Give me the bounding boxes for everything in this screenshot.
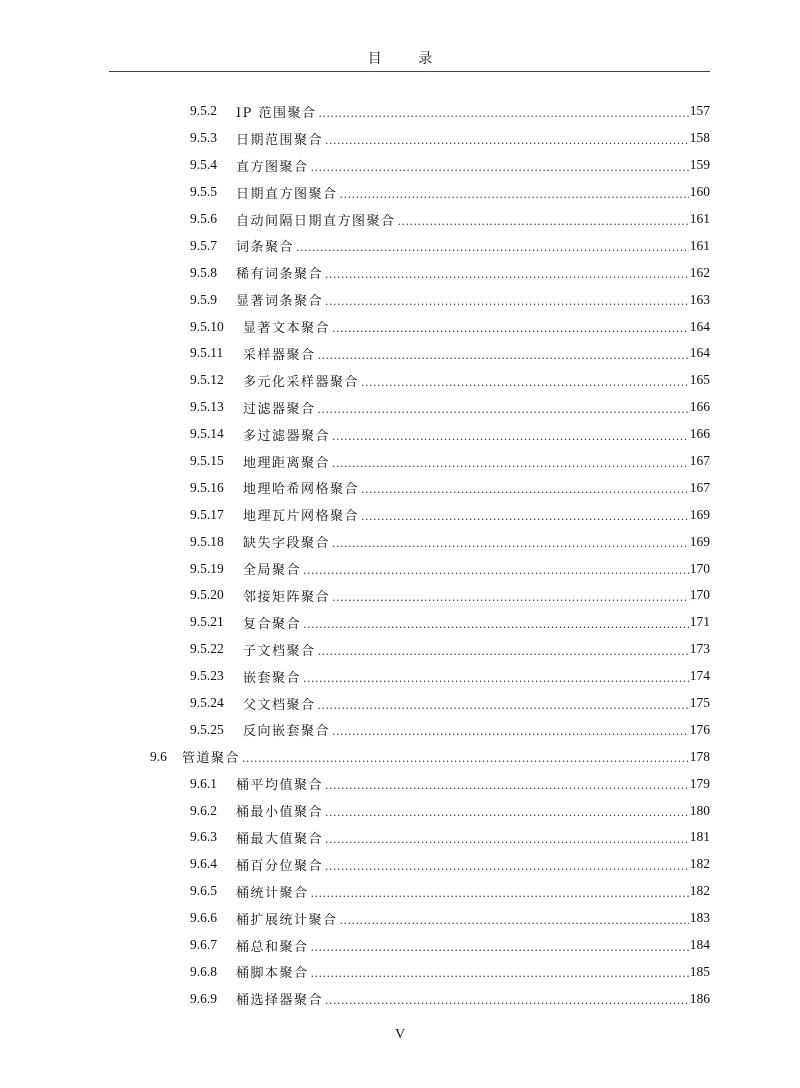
toc-entry-page: 166 — [689, 426, 710, 442]
toc-entry-page: 169 — [689, 533, 710, 549]
toc-entry-number: 9.5.14 — [190, 426, 224, 442]
toc-entry[interactable] — [0, 690, 800, 717]
toc-entry-number: 9.5.8 — [190, 264, 217, 280]
page-header-title: 目 录 — [367, 51, 449, 67]
toc-entry-page: 171 — [689, 614, 710, 630]
toc-entry[interactable] — [0, 824, 800, 851]
toc-dot-leader — [332, 430, 689, 443]
toc-entry-number: 9.5.12 — [190, 372, 224, 388]
toc-entry-number: 9.5.10 — [190, 318, 224, 334]
toc-dot-leader — [340, 914, 689, 927]
toc-entry-number: 9.6.4 — [190, 856, 217, 872]
toc-dot-leader — [332, 725, 689, 738]
toc-entry-title: 地理距离聚合 — [243, 455, 331, 471]
toc-entry-title: 全局聚合 — [243, 563, 302, 579]
toc-entry-title: 反向嵌套聚合 — [243, 724, 331, 740]
toc-entry-page: 182 — [689, 856, 710, 872]
toc-entry-page: 161 — [689, 237, 710, 253]
toc-dot-leader — [398, 215, 689, 228]
toc-entry-number: 9.5.19 — [190, 560, 224, 576]
toc-entry[interactable] — [0, 985, 800, 1012]
toc-entry[interactable] — [0, 152, 800, 179]
toc-entry-number: 9.5.5 — [190, 184, 217, 200]
toc-entry-page: 173 — [689, 641, 710, 657]
toc-entry-title: 多元化采样器聚合 — [243, 374, 360, 390]
toc-entry-title: 采样器聚合 — [243, 347, 316, 363]
toc-entry-title: 自动间隔日期直方图聚合 — [236, 213, 396, 229]
toc-entry-title: 桶百分位聚合 — [236, 858, 324, 874]
toc-entry[interactable] — [0, 501, 800, 528]
toc-entry-page: 169 — [689, 506, 710, 522]
toc-entry-page: 186 — [689, 990, 710, 1006]
toc-entry-number: 9.5.15 — [190, 453, 224, 469]
toc-dot-leader — [303, 672, 689, 685]
toc-dot-leader — [361, 510, 689, 523]
toc-entry-page: 184 — [689, 937, 710, 953]
toc-entry-title: 日期直方图聚合 — [236, 186, 338, 202]
toc-entry[interactable] — [0, 932, 800, 959]
toc-entry[interactable] — [0, 98, 800, 125]
toc-entry-title: 桶选择器聚合 — [236, 993, 324, 1009]
toc-dot-leader — [325, 994, 689, 1007]
toc-entry-page: 157 — [689, 103, 710, 119]
toc-entry[interactable] — [0, 555, 800, 582]
toc-entry[interactable] — [0, 582, 800, 609]
toc-entry-number: 9.6.8 — [190, 963, 217, 979]
toc-entry[interactable] — [0, 286, 800, 313]
toc-dot-leader — [318, 349, 689, 362]
toc-entry-page: 180 — [689, 802, 710, 818]
toc-entry[interactable] — [0, 851, 800, 878]
toc-entry-title: 父文档聚合 — [243, 697, 316, 713]
toc-entry-title: 缺失字段聚合 — [243, 536, 331, 552]
toc-dot-leader — [311, 967, 689, 980]
toc-entry[interactable] — [0, 905, 800, 932]
toc-entry-title: 子文档聚合 — [243, 643, 316, 659]
toc-entry-number: 9.5.9 — [190, 291, 217, 307]
toc-dot-leader — [318, 699, 689, 712]
toc-entry-title: 管道聚合 — [182, 751, 241, 767]
toc-dot-leader — [311, 887, 689, 900]
toc-entry[interactable] — [0, 421, 800, 448]
toc-entry-number: 9.6.7 — [190, 937, 217, 953]
toc-entry-page: 175 — [689, 695, 710, 711]
toc-dot-leader — [311, 941, 689, 954]
toc-entry-page: 176 — [689, 721, 710, 737]
toc-entry-page: 185 — [689, 963, 710, 979]
toc-dot-leader — [319, 107, 689, 120]
toc-entry-number: 9.6 — [150, 748, 167, 764]
toc-entry[interactable] — [0, 206, 800, 233]
toc-entry[interactable] — [0, 878, 800, 905]
toc-entry-title: 桶脚本聚合 — [236, 966, 309, 982]
toc-entry-number: 9.5.4 — [190, 157, 217, 173]
toc-entry[interactable] — [0, 232, 800, 259]
toc-entry[interactable] — [0, 259, 800, 286]
toc-entry-page: 182 — [689, 883, 710, 899]
toc-entry-title: 显著文本聚合 — [243, 321, 331, 337]
toc-entry-title: 桶最小值聚合 — [236, 805, 324, 821]
toc-entry-number: 9.5.18 — [190, 533, 224, 549]
toc-entry-page: 181 — [689, 829, 710, 845]
header-rule — [109, 71, 710, 72]
toc-entry[interactable] — [0, 609, 800, 636]
toc-entry-title: 多过滤器聚合 — [243, 428, 331, 444]
toc-entry[interactable] — [0, 959, 800, 986]
toc-entry-page: 178 — [689, 748, 710, 764]
toc-entry[interactable] — [0, 528, 800, 555]
toc-entry[interactable] — [0, 663, 800, 690]
toc-entry-title: 地理瓦片网格聚合 — [243, 509, 360, 525]
toc-entry-number: 9.5.11 — [190, 345, 224, 361]
toc-entry[interactable] — [0, 743, 800, 770]
toc-entry[interactable] — [0, 770, 800, 797]
toc-entry-title: 嵌套聚合 — [243, 670, 302, 686]
toc-entry[interactable] — [0, 125, 800, 152]
toc-entry[interactable] — [0, 340, 800, 367]
toc-entry-page: 161 — [689, 211, 710, 226]
toc-entry-number: 9.5.23 — [190, 668, 224, 684]
toc-entry-number: 9.6.2 — [190, 802, 217, 818]
toc-entry-number: 9.6.9 — [190, 990, 217, 1006]
toc-entry-title: 稀有词条聚合 — [236, 267, 324, 283]
toc-dot-leader — [325, 134, 689, 147]
toc-entry-page: 158 — [689, 130, 710, 146]
toc-entry-title: 桶总和聚合 — [236, 939, 309, 955]
toc-dot-leader — [325, 268, 689, 281]
toc-entry[interactable] — [0, 448, 800, 475]
toc-entry-number: 9.5.22 — [190, 641, 224, 657]
toc-entry-page: 164 — [689, 345, 710, 361]
toc-entry[interactable] — [0, 367, 800, 394]
toc-entry-title: 地理哈希网格聚合 — [243, 482, 360, 498]
toc-entry-page: 163 — [689, 291, 710, 307]
toc-dot-leader — [303, 618, 689, 631]
toc-entry-page: 167 — [689, 453, 710, 469]
toc-entry-title: 桶统计聚合 — [236, 885, 309, 901]
toc-entry-title: 词条聚合 — [236, 240, 295, 256]
toc-entry-title: 日期范围聚合 — [236, 132, 324, 148]
toc-entry-number: 9.6.1 — [190, 775, 217, 791]
toc-dot-leader — [332, 537, 689, 550]
toc-dot-leader — [332, 457, 689, 470]
toc-dot-leader — [318, 645, 689, 658]
toc-entry-number: 9.5.7 — [190, 237, 217, 253]
toc-entry-title: 桶扩展统计聚合 — [236, 912, 338, 928]
toc-dot-leader — [242, 752, 689, 765]
toc-dot-leader — [325, 295, 689, 308]
toc-entry-title: 显著词条聚合 — [236, 294, 324, 310]
toc-dot-leader — [340, 188, 689, 201]
toc-dot-leader — [325, 779, 689, 792]
toc-entry-page: 170 — [689, 560, 710, 576]
page-footer-number: V — [394, 1027, 406, 1042]
toc-entry-page: 162 — [689, 264, 710, 280]
toc-dot-leader — [296, 241, 689, 254]
toc-entry-number: 9.5.16 — [190, 479, 224, 495]
toc-entry-title: 直方图聚合 — [236, 159, 309, 175]
toc-entry[interactable] — [0, 313, 800, 340]
toc-entry[interactable] — [0, 636, 800, 663]
toc-entry-page: 179 — [689, 775, 710, 791]
toc-entry-page: 159 — [689, 157, 710, 173]
toc-dot-leader — [303, 564, 689, 577]
toc-entry-number: 9.5.17 — [190, 506, 224, 522]
toc-entry-number: 9.6.6 — [190, 910, 217, 926]
toc-dot-leader — [361, 483, 689, 496]
toc-entry-title: 桶最大值聚合 — [236, 831, 324, 847]
toc-entry-number: 9.6.5 — [190, 883, 217, 899]
toc-entry-page: 164 — [689, 318, 710, 334]
toc-entry-number: 9.5.13 — [190, 399, 224, 415]
toc-entry-title: 桶平均值聚合 — [236, 778, 324, 794]
toc-entry-title: 邻接矩阵聚合 — [243, 589, 331, 605]
toc-entry-number: 9.6.3 — [190, 829, 217, 845]
toc-dot-leader — [325, 860, 689, 873]
toc-entry-number: 9.5.2 — [190, 103, 217, 119]
toc-entry[interactable] — [0, 716, 800, 743]
toc-entry-page: 166 — [689, 399, 710, 415]
toc-entry-page: 160 — [689, 184, 710, 200]
toc-entry-page: 165 — [689, 372, 710, 388]
toc-dot-leader — [325, 806, 689, 819]
table-of-contents — [0, 98, 800, 1012]
toc-dot-leader — [332, 322, 689, 335]
toc-entry-page: 170 — [689, 587, 710, 603]
toc-dot-leader — [318, 403, 689, 416]
toc-entry[interactable] — [0, 179, 800, 206]
toc-entry[interactable] — [0, 797, 800, 824]
toc-entry[interactable] — [0, 394, 800, 421]
toc-dot-leader — [311, 161, 689, 174]
toc-entry[interactable] — [0, 474, 800, 501]
toc-entry-page: 174 — [689, 668, 710, 684]
toc-entry-title: 复合聚合 — [243, 616, 302, 632]
toc-entry-number: 9.5.25 — [190, 721, 224, 737]
toc-entry-number: 9.5.3 — [190, 130, 217, 146]
toc-entry-number: 9.5.24 — [190, 695, 224, 711]
toc-dot-leader — [325, 833, 689, 846]
toc-entry-page: 167 — [689, 479, 710, 495]
toc-entry-title: 过滤器聚合 — [243, 401, 316, 417]
toc-entry-number: 9.5.20 — [190, 587, 224, 603]
toc-entry-number: 9.5.21 — [190, 614, 224, 630]
toc-dot-leader — [361, 376, 689, 389]
toc-entry-number: 9.5.6 — [190, 211, 217, 226]
toc-dot-leader — [332, 591, 689, 604]
toc-entry-page: 183 — [689, 910, 710, 926]
toc-entry-title: IP 范围聚合 — [236, 105, 317, 121]
